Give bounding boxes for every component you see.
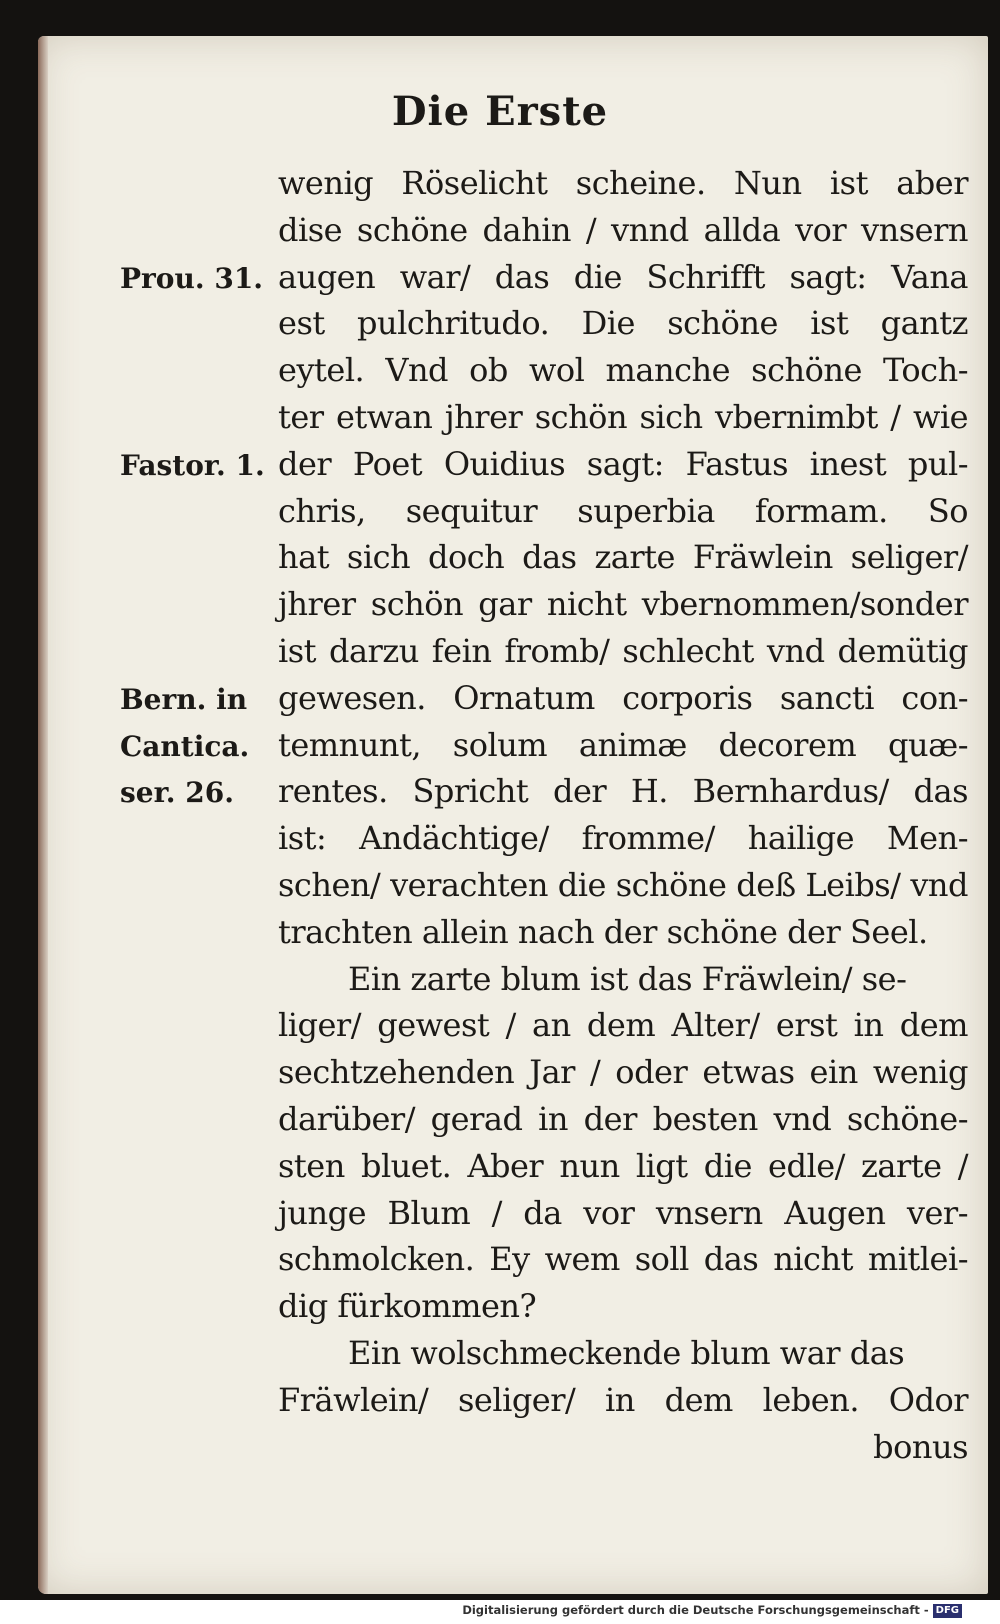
margin-note: Prou. 31. (120, 261, 264, 295)
text-line: der Poet Ouidius sagt: Fastus inest pul- (278, 444, 968, 483)
text-line: eytel. Vnd ob wol manche schöne Toch- (278, 351, 968, 390)
footer-credit (462, 1603, 962, 1618)
dfg-logo-icon: DFG (933, 1604, 962, 1618)
margin-note: Bern. in (120, 682, 248, 716)
text-line: hat sich doch das zarte Fräwlein seliger/ (278, 538, 968, 577)
text-line: ist darzu fein fromb/ schlecht vnd demütig (278, 631, 968, 670)
text-line: jhrer schön gar nicht vbernommen/sonder (278, 585, 968, 624)
margin-note: ser. 26. (120, 776, 234, 810)
page-title: Die Erste (391, 88, 609, 135)
text-line: ter etwan jhrer schön sich vbernimbt / wie (278, 397, 968, 436)
text-line: darüber/ gerad in der besten vnd schöne- (278, 1099, 968, 1138)
text-line: trachten allein nach der schöne der Seel. (278, 912, 928, 951)
text-line: sechtzehenden Jar / oder etwas ein wenig (278, 1053, 968, 1092)
text-line: gewesen. Ornatum corporis sancti con- (278, 678, 968, 717)
text-line: sten bluet. Aber nun ligt die edle/ zarte / (278, 1146, 968, 1185)
text-line: dig fürkommen? (278, 1287, 537, 1326)
text-line: bonus (873, 1427, 968, 1466)
text-line: Ein wolschmeckende blum war das (348, 1333, 905, 1372)
text-line: junge Blum / da vor vnsern Augen ver- (278, 1193, 968, 1232)
margin-note: Cantica. (120, 729, 250, 763)
page-binding-edge (38, 36, 48, 1594)
text-line: schen/ verachten die schöne deß Leibs/ vnd (278, 865, 968, 904)
body-text (278, 160, 968, 1470)
text-line: augen war/ das die Schrifft sagt: Vana (278, 257, 968, 296)
text-line: liger/ gewest / an dem Alter/ erst in dem (278, 1006, 968, 1045)
footer-credit-text: Digitalisierung gefördert durch die Deutsche Forschungsgemeinschaft - (462, 1603, 929, 1617)
text-line: Fräwlein/ seliger/ in dem leben. Odor (278, 1380, 968, 1419)
text-line: rentes. Spricht der H. Bernhardus/ das (278, 772, 968, 811)
text-line: Ein zarte blum ist das Fräwlein/ se- (348, 959, 907, 998)
text-line: wenig Röselicht scheine. Nun ist aber (278, 164, 968, 202)
text-line: schmolcken. Ey wem soll das nicht mitlei- (278, 1240, 968, 1279)
text-line: chris, sequitur superbia formam. So (278, 491, 968, 530)
margin-note: Fastor. 1. (120, 448, 265, 482)
text-line: est pulchritudo. Die schöne ist gantz (278, 304, 968, 343)
text-line: temnunt, solum animæ decorem quæ- (278, 725, 968, 764)
text-line: ist: Andächtige/ fromme/ hailige Men- (278, 819, 968, 858)
text-line: dise schöne dahin / vnnd allda vor vnsern (278, 210, 968, 249)
